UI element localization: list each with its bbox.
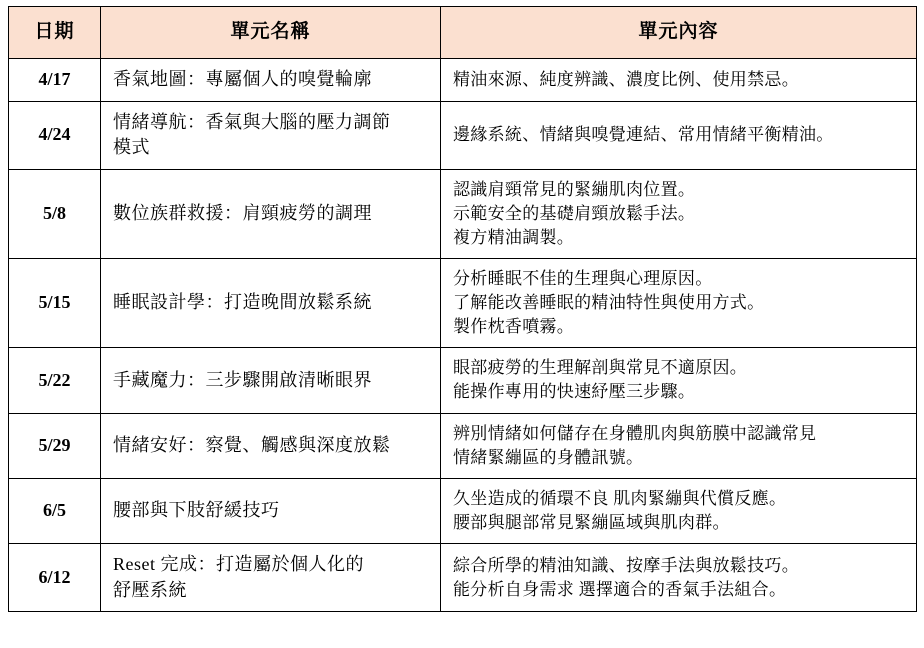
unit-content-line: 製作枕香噴霧。 [453, 317, 575, 337]
table-body [9, 58, 917, 611]
table-row [9, 544, 917, 612]
table-row [9, 413, 917, 478]
column-header-date: 日期 [9, 7, 101, 59]
unit-content-line: 久坐造成的循環不良 肌肉緊繃與代償反應。 [453, 488, 787, 508]
table-row [9, 348, 917, 413]
unit-content-line: 能分析自身需求 選擇適合的香氣手法組合。 [453, 579, 787, 599]
table-row [9, 169, 917, 258]
unit-name-line: 數位族群救援：肩頸疲勞的調理 [113, 203, 372, 224]
cell-unit-name [101, 58, 441, 101]
unit-content-line: 眼部疲勞的生理解剖與常見不適原因。 [453, 358, 748, 378]
table-row [9, 101, 917, 169]
unit-content-line: 複方精油調製。 [453, 227, 575, 247]
course-schedule-table [8, 6, 917, 612]
cell-date: 5/8 [9, 169, 101, 258]
unit-name-line: Reset 完成：打造屬於個人化的 [113, 554, 364, 575]
cell-date: 6/5 [9, 478, 101, 543]
cell-unit-content [441, 101, 917, 169]
cell-unit-name [101, 413, 441, 478]
table-row [9, 258, 917, 347]
unit-content-line: 辨別情緒如何儲存在身體肌肉與筋膜中認識常見 [453, 423, 817, 443]
unit-name-line: 腰部與下肢舒緩技巧 [113, 500, 280, 521]
cell-unit-content [441, 478, 917, 543]
unit-content-line: 綜合所學的精油知識、按摩手法與放鬆技巧。 [453, 555, 799, 575]
table-row [9, 478, 917, 543]
unit-name-line: 模式 [113, 137, 150, 158]
unit-content-line: 分析睡眠不佳的生理與心理原因。 [453, 268, 713, 288]
cell-unit-content [441, 58, 917, 101]
cell-unit-content [441, 413, 917, 478]
cell-unit-name [101, 169, 441, 258]
cell-unit-name [101, 258, 441, 347]
unit-content-line: 精油來源、純度辨識、濃度比例、使用禁忌。 [453, 69, 799, 89]
cell-date: 6/12 [9, 544, 101, 612]
cell-unit-content [441, 348, 917, 413]
cell-unit-name [101, 101, 441, 169]
unit-name-line: 睡眠設計學：打造晚間放鬆系統 [113, 292, 372, 313]
cell-unit-content [441, 258, 917, 347]
unit-content-line: 邊緣系統、情緒與嗅覺連結、常用情緒平衡精油。 [453, 125, 834, 144]
table-row [9, 58, 917, 101]
column-header-unit-content: 單元內容 [441, 7, 917, 59]
cell-date: 5/29 [9, 413, 101, 478]
unit-name-line: 情緒安好：察覺、觸感與深度放鬆 [113, 434, 391, 455]
unit-content-line: 示範安全的基礎肩頸放鬆手法。 [453, 203, 696, 223]
unit-content-line: 了解能改善睡眠的精油特性與使用方式。 [453, 293, 765, 313]
table-header [9, 7, 917, 59]
unit-content-line: 情緒緊繃區的身體訊號。 [453, 447, 644, 467]
cell-unit-content [441, 169, 917, 258]
cell-date: 4/17 [9, 58, 101, 101]
unit-name-line: 香氣地圖：專屬個人的嗅覺輪廓 [113, 68, 372, 89]
cell-unit-name [101, 348, 441, 413]
cell-unit-content [441, 544, 917, 612]
unit-name-line: 手藏魔力：三步驟開啟清晰眼界 [113, 369, 372, 390]
cell-date: 5/15 [9, 258, 101, 347]
unit-content-line: 認識肩頸常見的緊繃肌肉位置。 [453, 179, 696, 199]
unit-content-line: 腰部與腿部常見緊繃區域與肌肉群。 [453, 512, 730, 532]
cell-date: 4/24 [9, 101, 101, 169]
cell-unit-name [101, 478, 441, 543]
unit-content-line: 能操作專用的快速紓壓三步驟。 [453, 382, 696, 402]
cell-unit-name [101, 544, 441, 612]
table-header-row [9, 7, 917, 59]
unit-name-line: 舒壓系統 [113, 579, 187, 600]
column-header-unit-name: 單元名稱 [101, 7, 441, 59]
cell-date: 5/22 [9, 348, 101, 413]
unit-name-line: 情緒導航：香氣與大腦的壓力調節 [113, 111, 391, 132]
